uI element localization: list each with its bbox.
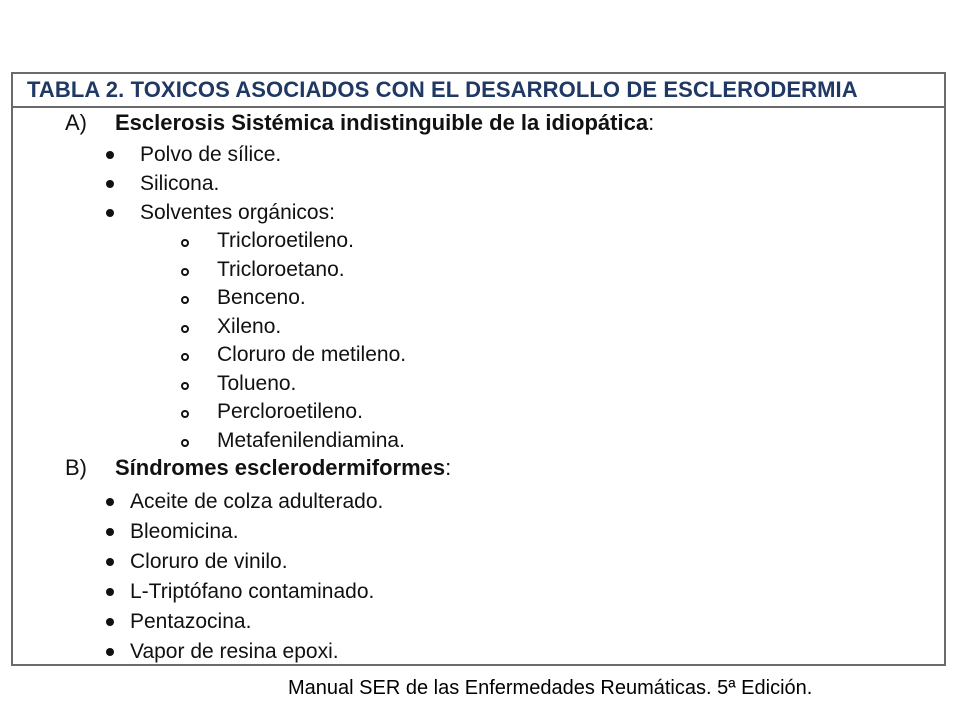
list-item: Silicona.: [140, 172, 220, 195]
bullet-icon: [106, 498, 114, 506]
list-item: Polvo de sílice.: [140, 143, 282, 166]
section-a-letter: A): [65, 110, 87, 135]
sublist-item: Metafenilendiamina.: [217, 429, 405, 452]
circle-bullet-icon: [181, 325, 189, 333]
list-item: Solventes orgánicos:: [140, 201, 335, 224]
circle-bullet-icon: [181, 239, 189, 247]
section-b-colon: :: [445, 455, 452, 480]
circle-bullet-icon: [181, 410, 189, 418]
list-item: L-Triptófano contaminado.: [130, 580, 375, 603]
sublist-item: Tolueno.: [217, 372, 297, 395]
list-item: Vapor de resina epoxi.: [130, 640, 339, 663]
bullet-icon: [106, 151, 114, 159]
section-b-title: Síndromes esclerodermiformes: [115, 455, 446, 480]
list-item: Cloruro de vinilo.: [130, 550, 288, 573]
section-a-colon: :: [648, 110, 655, 135]
toxics-table: [11, 72, 946, 666]
circle-bullet-icon: [181, 382, 189, 390]
bullet-icon: [106, 180, 114, 188]
list-item: Pentazocina.: [130, 610, 252, 633]
list-item: Aceite de colza adulterado.: [130, 490, 384, 513]
circle-bullet-icon: [181, 268, 189, 276]
section-a-heading: [65, 110, 654, 136]
bullet-icon: [106, 209, 114, 217]
section-a-title: Esclerosis Sistémica indistinguible de la idiopática: [115, 110, 649, 135]
bullet-icon: [106, 528, 114, 536]
section-b-heading: [65, 455, 451, 481]
sublist-item: Xileno.: [217, 315, 282, 338]
circle-bullet-icon: [181, 439, 189, 447]
circle-bullet-icon: [181, 353, 189, 361]
sublist-item: Cloruro de metileno.: [217, 343, 407, 366]
source-caption: Manual SER de las Enfermedades Reumáticas. 5ª Edición.: [288, 677, 813, 699]
bullet-icon: [106, 588, 114, 596]
list-item: Bleomicina.: [130, 520, 239, 543]
sublist-item: Tricloroetano.: [217, 258, 345, 281]
sublist-item: Percloroetileno.: [217, 400, 363, 423]
section-b-letter: B): [65, 455, 87, 480]
bullet-icon: [106, 648, 114, 656]
bullet-icon: [106, 618, 114, 626]
table-title: TABLA 2. TOXICOS ASOCIADOS CON EL DESARROLLO DE ESCLERODERMIA: [13, 74, 944, 108]
circle-bullet-icon: [181, 296, 189, 304]
bullet-icon: [106, 558, 114, 566]
sublist-item: Tricloroetileno.: [217, 229, 354, 252]
sublist-item: Benceno.: [217, 286, 306, 309]
